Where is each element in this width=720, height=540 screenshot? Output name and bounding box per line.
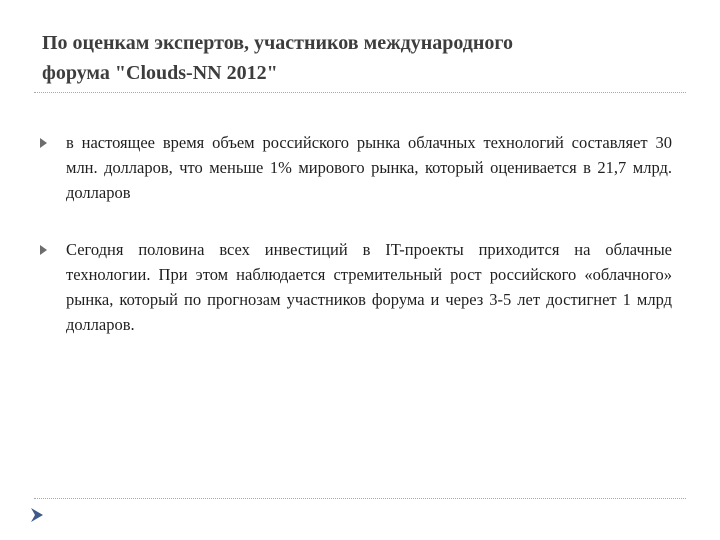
slide-title [42, 28, 682, 88]
slide-title-line-1: По оценкам экспертов, участников международного [42, 32, 513, 54]
bullet-item [40, 237, 672, 337]
bullet-text: Сегодня половина всех инвестиций в IT-проекты приходится на облачные технологии. При этом наблюдается стремительный рост российского «облачного» рынка, который по прогнозам участников форума и через 3-5 лет достигнет 1 млрд долларов. [66, 240, 672, 334]
next-slide-arrow-icon[interactable] [28, 506, 46, 524]
bullet-text: в настоящее время объем российского рынка облачных технологий составляет 30 млн. долларов, что меньше 1% мирового рынка, который оценивается в 21,7 млрд. долларов [66, 133, 672, 202]
triangle-bullet-icon [40, 138, 47, 148]
slide-title-line-2: форума "Clouds-NN 2012" [42, 62, 278, 84]
footer-divider [34, 498, 686, 499]
triangle-bullet-icon [40, 245, 47, 255]
title-divider [34, 92, 686, 93]
bullet-item [40, 130, 672, 205]
bullet-list [40, 130, 672, 369]
